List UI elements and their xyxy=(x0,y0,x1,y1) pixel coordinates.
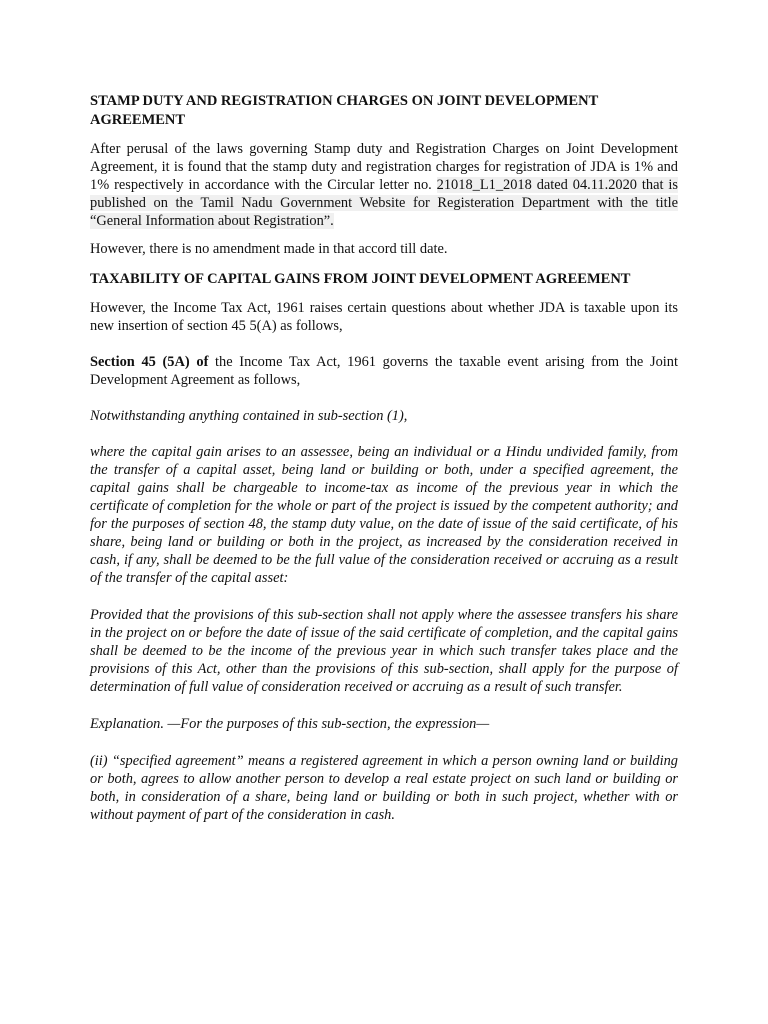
quote-capital-gain-clause: where the capital gain arises to an assessee, being an individual or a Hindu undivided family, from the transfer of a capital asset, being land or building or both, under a specified agreement, the capital gains shall be chargeable to income-tax as income of the previous year in which the certificate of completion for the whole or part of the project is issued by the competent authority; and for the purposes of section 48, the stamp duty value, on the date of issue of the said certificate, of his share, being land or building or both in the project, as increased by the consideration received in cash, if any, shall be deemed to be the full value of the consideration received or accruing as a result of the transfer of the capital asset: xyxy=(90,444,678,586)
quote-notwithstanding: Notwithstanding anything contained in sub-section (1), xyxy=(90,408,408,424)
paragraph-section-45-intro xyxy=(90,353,678,389)
section-45-5a-label: Section 45 (5A) of xyxy=(90,354,209,370)
paragraph-no-amendment: However, there is no amendment made in that accord till date. xyxy=(90,241,448,257)
section-45-intro-text: the Income Tax Act, 1961 governs the taxable event arising from the Joint Development Agreement as follows, xyxy=(90,354,678,388)
highlighted-circular-reference: 21018_L1_2018 dated 04.11.2020 that is published on the Tamil Nadu Government Website for Registeration Department with the title “General Information about Registration”. xyxy=(90,177,678,229)
section-heading-capital-gains: TAXABILITY OF CAPITAL GAINS FROM JOINT DEVELOPMENT AGREEMENT xyxy=(90,271,631,287)
paragraph-stamp-duty-text: After perusal of the laws governing Stamp duty and Registration Charges on Joint Development Agreement, it is found that the stamp duty and registration charges for registration of JDA is 1% and 1% respectively in accordance with the Circular letter no. xyxy=(90,141,678,193)
paragraph-income-tax-question: However, the Income Tax Act, 1961 raises certain questions about whether JDA is taxable upon its new insertion of section 45 5(A) as follows, xyxy=(90,300,678,334)
section-heading-stamp-duty: STAMP DUTY AND REGISTRATION CHARGES ON JOINT DEVELOPMENT AGREEMENT xyxy=(90,93,598,128)
quote-specified-agreement-definition: (ii) “specified agreement” means a registered agreement in which a person owning land or building or both, agrees to allow another person to develop a real estate project on such land or building or both, in consideration of a share, being land or building or both in such project, whether with or without payment of part of the consideration in cash. xyxy=(90,753,678,823)
quote-explanation: Explanation. —For the purposes of this sub-section, the expression— xyxy=(90,716,490,732)
paragraph-stamp-duty-findings xyxy=(90,140,678,230)
document-page xyxy=(90,92,678,824)
quote-proviso: Provided that the provisions of this sub-section shall not apply where the assessee transfers his share in the project on or before the date of issue of the said certificate of completion, and the capital gains shall be deemed to be the income of the previous year in which such transfer takes place and the provisions of this Act, other than the provisions of this sub-section, shall apply for the purpose of determination of full value of consideration received or accruing as a result of such transfer. xyxy=(90,607,678,695)
